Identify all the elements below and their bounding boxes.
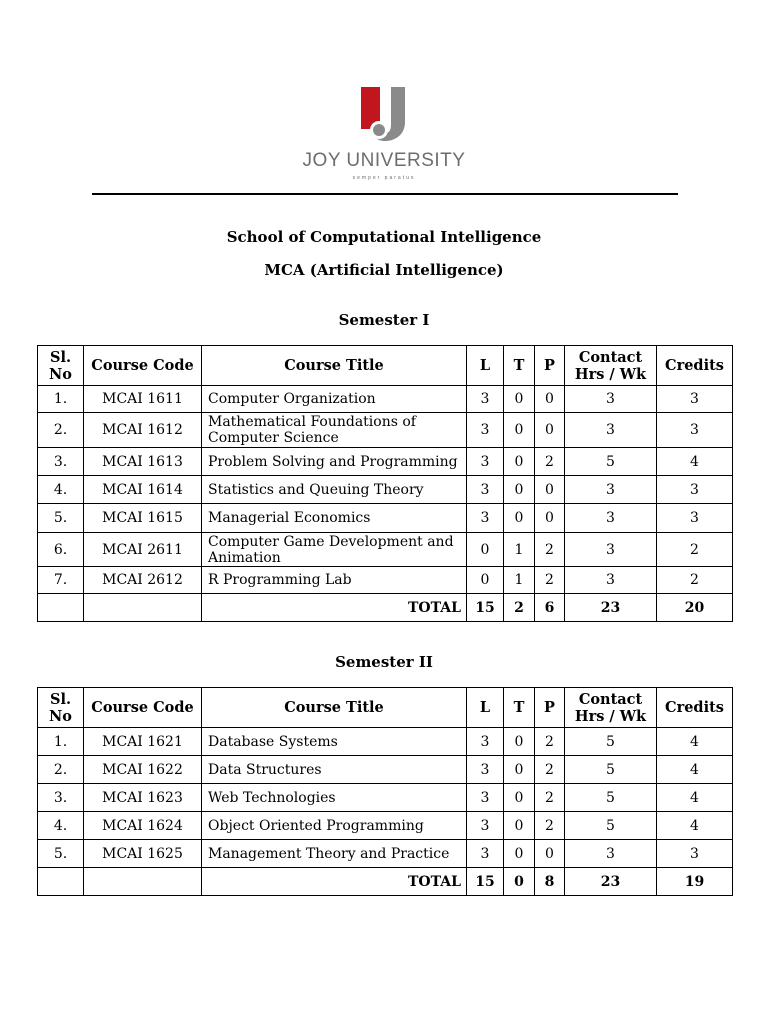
emblem-dot [373,124,385,136]
joy-university-emblem-icon [358,84,410,144]
cell-sl: 1. [38,728,84,756]
cell-title: Data Structures [202,756,467,784]
table-row [38,413,733,448]
cell-contact: 3 [565,533,657,567]
cell-p: 2 [535,567,565,594]
header-sl-no: Sl. No [38,346,84,386]
header-l: L [467,688,504,728]
cell-code: MCAI 2612 [84,567,202,594]
header-course-code: Course Code [84,688,202,728]
cell-contact: 5 [565,812,657,840]
header-credits: Credits [657,688,733,728]
cell-title: Mathematical Foundations of Computer Science [202,413,467,448]
cell-code: MCAI 1614 [84,476,202,504]
cell-title: Object Oriented Programming [202,812,467,840]
header-course-title: Course Title [202,346,467,386]
cell-sl: 4. [38,812,84,840]
cell-t: 0 [504,386,535,413]
header-t: T [504,688,535,728]
cell-empty [84,594,202,622]
cell-empty [38,868,84,896]
cell-title: Computer Game Development and Animation [202,533,467,567]
table-row [38,728,733,756]
total-p: 6 [535,594,565,622]
cell-credits: 2 [657,533,733,567]
cell-code: MCAI 1623 [84,784,202,812]
header-sl-no: Sl. No [38,688,84,728]
cell-title: Computer Organization [202,386,467,413]
total-t: 0 [504,868,535,896]
cell-t: 0 [504,784,535,812]
university-name: JOY UNIVERSITY [302,150,466,171]
table-row [38,756,733,784]
cell-title: Management Theory and Practice [202,840,467,868]
total-contact: 23 [565,594,657,622]
cell-contact: 3 [565,567,657,594]
table-row [38,386,733,413]
total-credits: 20 [657,594,733,622]
cell-contact: 5 [565,728,657,756]
cell-credits: 4 [657,784,733,812]
cell-p: 0 [535,413,565,448]
cell-p: 0 [535,840,565,868]
cell-l: 3 [467,448,504,476]
cell-credits: 3 [657,413,733,448]
total-row [38,594,733,622]
header-p: P [535,688,565,728]
cell-p: 2 [535,812,565,840]
program-title: MCA (Artificial Intelligence) [264,261,504,279]
cell-code: MCAI 1611 [84,386,202,413]
cell-l: 3 [467,784,504,812]
cell-t: 0 [504,476,535,504]
header-t: T [504,346,535,386]
cell-credits: 3 [657,840,733,868]
header-credits: Credits [657,346,733,386]
total-l: 15 [467,868,504,896]
semester-1-table [37,345,733,622]
cell-empty [84,868,202,896]
cell-l: 3 [467,728,504,756]
cell-credits: 4 [657,448,733,476]
cell-l: 3 [467,756,504,784]
semester-2-table [37,687,733,896]
cell-t: 0 [504,812,535,840]
semester-2-title: Semester II [335,653,433,671]
total-label: TOTAL [202,594,467,622]
table-header-row [38,346,733,386]
cell-p: 0 [535,386,565,413]
university-tagline: semper paratus [352,175,416,181]
total-row [38,868,733,896]
cell-title: Managerial Economics [202,504,467,533]
cell-p: 2 [535,728,565,756]
cell-l: 3 [467,386,504,413]
cell-code: MCAI 1615 [84,504,202,533]
cell-code: MCAI 1612 [84,413,202,448]
table-row [38,476,733,504]
cell-p: 0 [535,504,565,533]
cell-l: 3 [467,812,504,840]
table-header-row [38,688,733,728]
total-t: 2 [504,594,535,622]
cell-title: Database Systems [202,728,467,756]
cell-empty [38,594,84,622]
cell-code: MCAI 1622 [84,756,202,784]
table-row [38,784,733,812]
table-row [38,840,733,868]
table-row [38,567,733,594]
cell-contact: 5 [565,784,657,812]
header-course-code: Course Code [84,346,202,386]
cell-contact: 5 [565,448,657,476]
cell-code: MCAI 1621 [84,728,202,756]
cell-credits: 4 [657,728,733,756]
cell-sl: 7. [38,567,84,594]
cell-sl: 1. [38,386,84,413]
header-contact-hrs: Contact Hrs / Wk [565,346,657,386]
cell-code: MCAI 1624 [84,812,202,840]
cell-t: 0 [504,840,535,868]
total-p: 8 [535,868,565,896]
semester-1-title: Semester I [338,311,430,329]
table-row [38,448,733,476]
cell-l: 0 [467,567,504,594]
header-course-title: Course Title [202,688,467,728]
cell-sl: 3. [38,448,84,476]
cell-code: MCAI 2611 [84,533,202,567]
table-row [38,533,733,567]
cell-t: 0 [504,448,535,476]
cell-t: 0 [504,728,535,756]
cell-credits: 3 [657,386,733,413]
total-contact: 23 [565,868,657,896]
cell-p: 2 [535,784,565,812]
cell-sl: 5. [38,504,84,533]
cell-p: 2 [535,448,565,476]
cell-contact: 3 [565,476,657,504]
cell-t: 1 [504,567,535,594]
cell-title: Statistics and Queuing Theory [202,476,467,504]
cell-l: 3 [467,504,504,533]
cell-credits: 3 [657,504,733,533]
total-label: TOTAL [202,868,467,896]
cell-p: 0 [535,476,565,504]
cell-contact: 3 [565,504,657,533]
cell-t: 1 [504,533,535,567]
cell-p: 2 [535,756,565,784]
cell-sl: 3. [38,784,84,812]
cell-sl: 2. [38,756,84,784]
table-row [38,504,733,533]
cell-title: Problem Solving and Programming [202,448,467,476]
cell-t: 0 [504,413,535,448]
total-l: 15 [467,594,504,622]
cell-credits: 4 [657,756,733,784]
cell-sl: 2. [38,413,84,448]
cell-sl: 5. [38,840,84,868]
header-divider [92,193,678,195]
university-logo [0,84,768,184]
cell-credits: 2 [657,567,733,594]
school-title: School of Computational Intelligence [226,228,542,246]
cell-code: MCAI 1613 [84,448,202,476]
cell-contact: 3 [565,840,657,868]
cell-t: 0 [504,756,535,784]
cell-t: 0 [504,504,535,533]
cell-l: 3 [467,840,504,868]
cell-sl: 6. [38,533,84,567]
cell-contact: 3 [565,386,657,413]
header-contact-hrs: Contact Hrs / Wk [565,688,657,728]
total-credits: 19 [657,868,733,896]
cell-credits: 4 [657,812,733,840]
cell-credits: 3 [657,476,733,504]
header-p: P [535,346,565,386]
cell-sl: 4. [38,476,84,504]
cell-l: 3 [467,476,504,504]
cell-p: 2 [535,533,565,567]
cell-title: R Programming Lab [202,567,467,594]
cell-l: 0 [467,533,504,567]
cell-code: MCAI 1625 [84,840,202,868]
cell-contact: 5 [565,756,657,784]
cell-l: 3 [467,413,504,448]
cell-title: Web Technologies [202,784,467,812]
header-l: L [467,346,504,386]
cell-contact: 3 [565,413,657,448]
table-row [38,812,733,840]
